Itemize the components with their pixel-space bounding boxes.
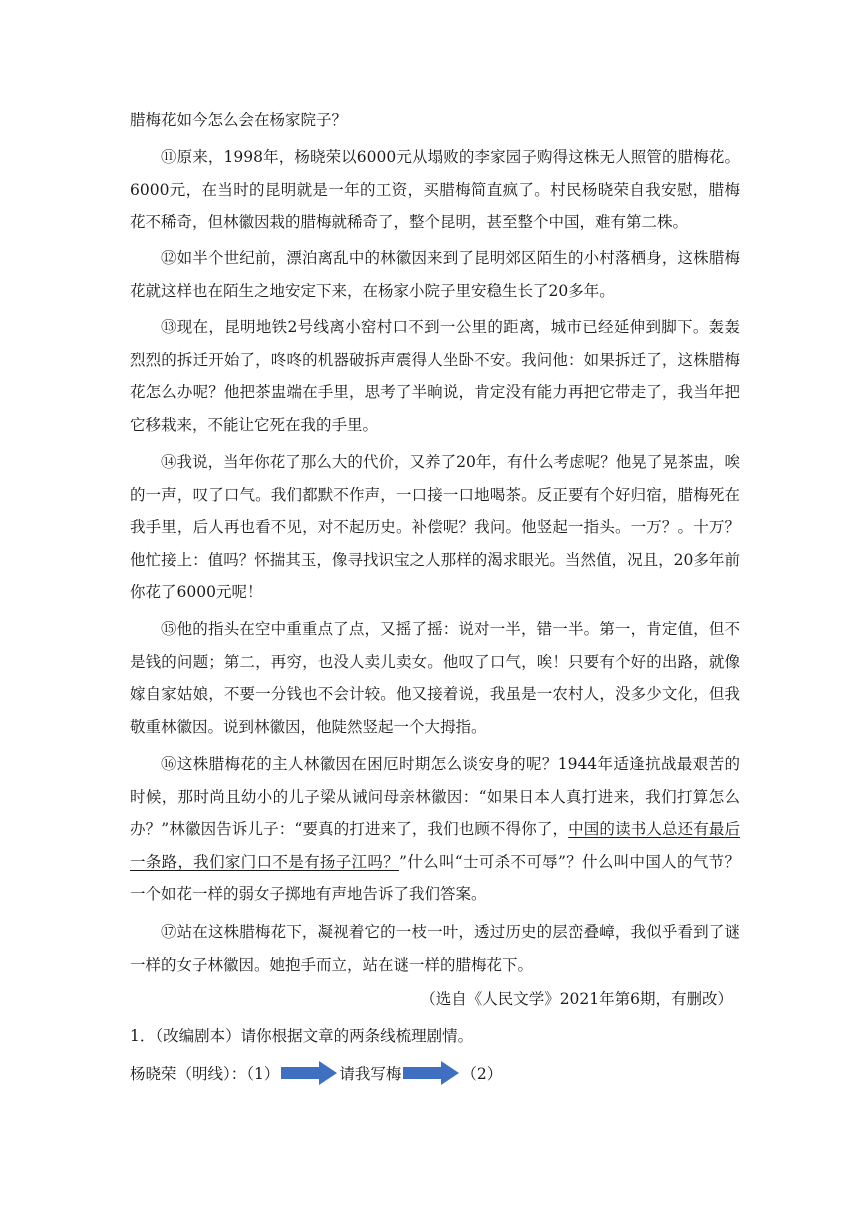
paragraph-16-text: ⑯这株腊梅花的主人林徽因在困厄时期怎么谈安身的呢？1944年适逢抗战最艰苦的时候，那时尚且幼小的儿子梁从诫问母亲林徽因：“如果日本人真打进来，我们打算怎么办？”林徽因告诉儿子：“要真的打进来了，我们也顾不得你了， — [130, 755, 740, 838]
right-arrow-icon — [403, 1064, 459, 1082]
underlined-quote: 中国的读书人总还有最后一条路，我们家门口不是有扬子江吗？ — [130, 820, 740, 871]
paragraph-intro: 腊梅花如今怎么会在杨家院子？ — [130, 111, 348, 129]
paragraph-15: ⑮他的指头在空中重重点了点，又摇了摇：说对一半，错一半。第一，肯定值，但不是钱的问题；第二，再穷，也没人卖儿卖女。他叹了口气，唉！只要有个好的出路，就像嫁自家姑娘，不要一分钱也不会计较。他又接着说，我虽是一农村人，没多少文化，但我敬重林徽因。说到林徽因，他陡然竖起一个大拇指。 — [130, 620, 740, 736]
flow-end-blank: （2） — [461, 1065, 503, 1083]
flow-label: 杨晓荣（明线）：（1） — [130, 1065, 280, 1083]
plot-flow-row — [130, 1059, 502, 1087]
paragraph-11: ⑪原来，1998年，杨晓荣以6000元从塌败的李家园子购得这株无人照管的腊梅花。6000元，在当时的昆明就是一年的工资，买腊梅简直疯了。村民杨晓荣自我安慰，腊梅花不稀奇，但林徽因栽的腊梅就稀奇了，整个昆明，甚至整个中国，难有第二株。 — [130, 148, 740, 231]
paragraph-13: ⑬现在，昆明地铁2号线离小窑村口不到一公里的距离，城市已经延伸到脚下。轰轰烈烈的拆迁开始了，咚咚的机器破拆声震得人坐卧不安。我问他：如果拆迁了，这株腊梅花怎么办呢？他把茶盅端在手里，思考了半晌说，肯定没有能力再把它带走了，我当年把它移栽来，不能让它死在我的手里。 — [130, 318, 740, 434]
paragraph-14: ⑭我说，当年你花了那么大的代价，又养了20年，有什么考虑呢？他晃了晃茶盅，唉的一声，叹了口气。我们都默不作声，一口接一口地喝茶。反正要有个好归宿，腊梅死在我手里，后人再也看不见，对不起历史。补偿呢？我问。他竖起一指头。一万？。十万？他忙接上：值吗？怀揣其玉，像寻找识宝之人那样的渴求眼光。当然值，况且，20多年前你花了6000元呢！ — [130, 453, 740, 601]
source-citation: （选自《人民文学》2021年第6期，有删改） — [420, 990, 733, 1008]
right-arrow-icon — [281, 1064, 337, 1082]
paragraph-12: ⑫如半个世纪前，漂泊离乱中的林徽因来到了昆明郊区陌生的小村落栖身，这株腊梅花就这样也在陌生之地安定下来，在杨家小院子里安稳生长了20多年。 — [130, 249, 740, 300]
question-1: 1．（改编剧本）请你根据文章的两条线梳理剧情。 — [130, 1027, 474, 1045]
paragraph-17: ⑰站在这株腊梅花下，凝视着它的一枝一叶，透过历史的层峦叠嶂，我似乎看到了谜一样的女子林徽因。她抱手而立，站在谜一样的腊梅花下。 — [130, 923, 740, 974]
flow-middle-step: 请我写梅 — [339, 1065, 402, 1083]
paragraph-16 — [130, 748, 740, 911]
paragraph-16-text-end: ”什么叫“士可杀不可辱”？什么叫中国人的气节？一个如花一样的弱女子掷地有声地告诉了我们答案。 — [130, 852, 740, 903]
